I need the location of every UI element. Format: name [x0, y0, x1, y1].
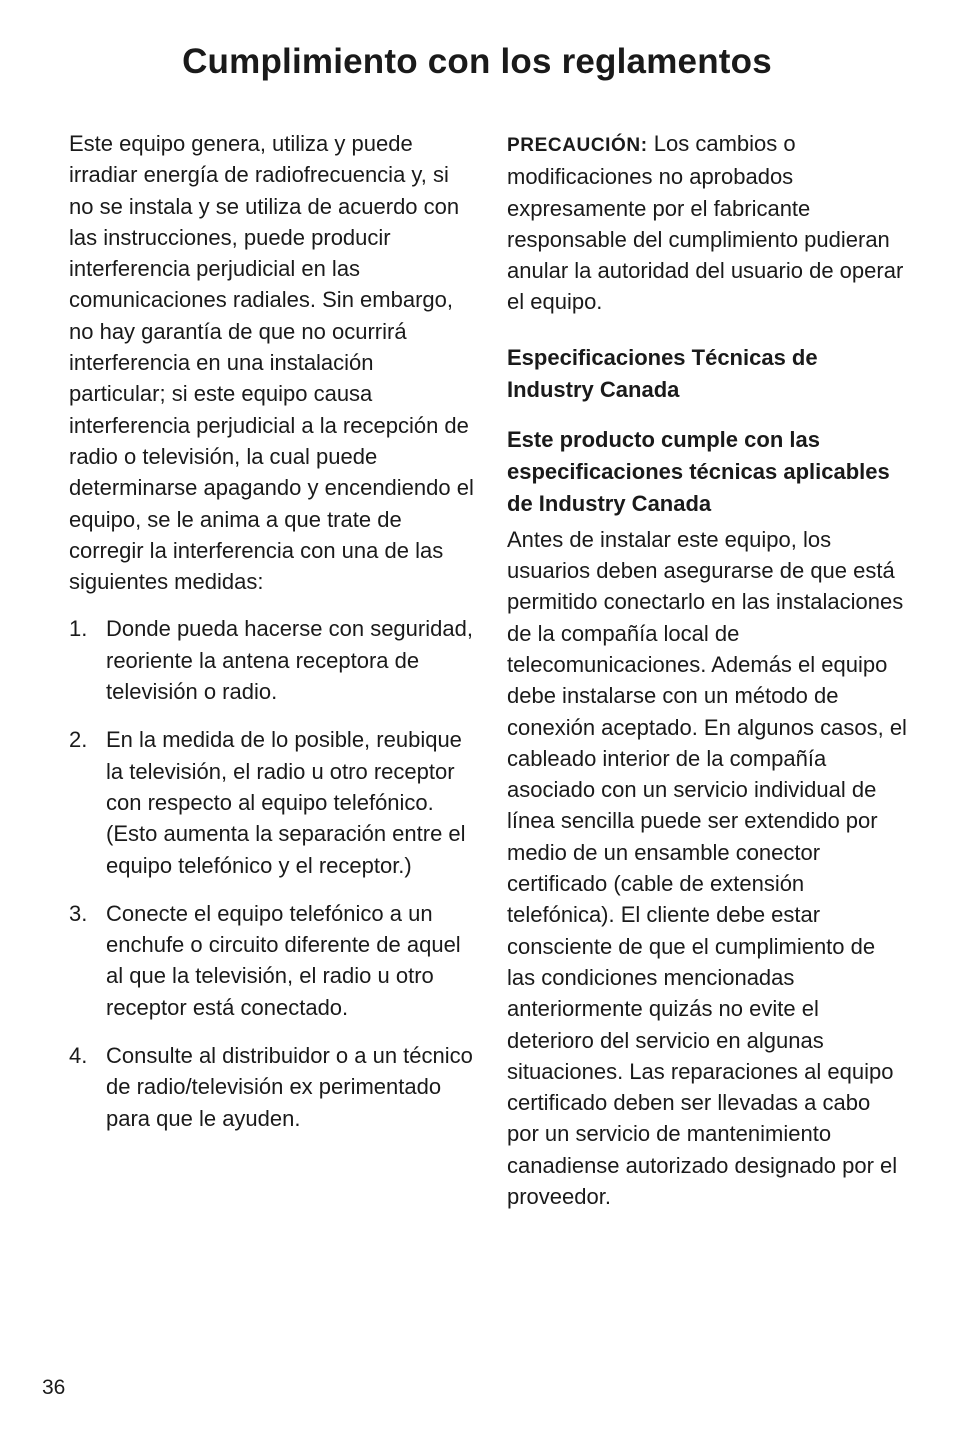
list-item-text: En la medida de lo posible, reubique la televisión, el radio u otro receptor con respecto al equipo telefónico. (Esto aumenta la separación entre el equipo telefónico y el receptor.) [106, 727, 466, 878]
list-item-text: Conecte el equipo telefónico a un enchufe o circuito diferente de aquel al que la televisión, el radio u otro receptor está conectado. [106, 900, 461, 1020]
caution-paragraph [507, 128, 907, 318]
list-item [69, 613, 474, 707]
list-item-number: 3. [69, 900, 88, 926]
list-item-number: 4. [69, 1043, 88, 1069]
list-item-number: 2. [69, 727, 88, 753]
list-item-number: 1. [69, 616, 88, 642]
right-column [507, 128, 907, 1212]
page-number: 36 [42, 1376, 66, 1399]
measures-list [69, 613, 474, 1133]
list-item-text: Consulte al distribuidor o a un técnico de radio/televisión ex perimentado para que le ayuden. [106, 1043, 473, 1131]
list-item [69, 724, 474, 880]
list-item [69, 1040, 474, 1134]
caution-label: PRECAUCIÓN: [507, 135, 648, 156]
caution-text: Los cambios o modificaciones no aprobados expresamente por el fabricante responsable del cumplimiento pudieran anular la autoridad del usuario de operar el equipo. [507, 131, 904, 315]
intro-paragraph: Este equipo genera, utiliza y puede irradiar energía de radiofrecuencia y, si no se instala y se utiliza de acuerdo con las instrucciones, puede producir interferencia perjudicial en las comunicaciones radiales. Sin embargo, no hay garantía de que no ocurrirá interferencia en una instalación particular; si este equipo causa interferencia perjudicial a la recepción de radio o televisión, la cual puede determinarse apagando y encendiendo el equipo, se le anima a que trate de corregir la interferencia con una de las siguientes medidas: [69, 131, 474, 595]
sub-heading: Este producto cumple con las especificaciones técnicas aplicables de Industry Canada [507, 426, 890, 516]
page-title: Cumplimiento con los reglamentos [182, 42, 772, 81]
list-item [69, 898, 474, 1023]
list-item-text: Donde pueda hacerse con seguridad, reoriente la antena receptora de televisión o radio. [106, 616, 473, 705]
body-paragraph: Antes de instalar este equipo, los usuarios deben asegurarse de que está permitido conectarlo en las instalaciones de la compañía local de telecomunicaciones. Además el equipo debe instalarse con un método de conexión aceptado. En algunos casos, el cableado interior de la compañía asociado con un servicio individual de línea sencilla puede ser extendido por medio de un ensamble conector certificado (cable de extensión telefónica). El cliente debe estar consciente de que el cumplimiento de las condiciones mencionadas anteriormente quizás no evite el deterioro del servicio en algunas situaciones. Las reparaciones al equipo certificado deben ser llevadas a cabo por un servicio de mantenimiento canadiense autorizado designado por el proveedor. [507, 526, 907, 1210]
section-heading: Especificaciones Técnicas de Industry Canada [507, 344, 818, 402]
left-column [69, 128, 474, 1151]
